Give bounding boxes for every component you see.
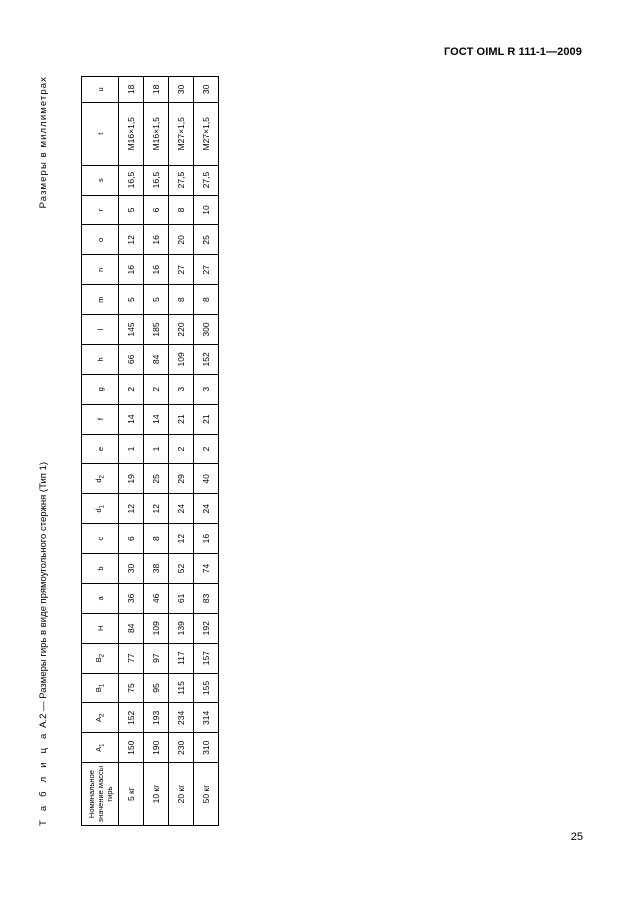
- value-cell: 16,5: [144, 165, 169, 195]
- table-row: [144, 77, 169, 826]
- value-cell: 2: [194, 434, 219, 464]
- value-cell: 97: [144, 643, 169, 673]
- value-cell: 150: [119, 733, 144, 763]
- value-cell: 3: [169, 374, 194, 404]
- header-symbol: A: [94, 717, 104, 723]
- mass-cell: 20 кг: [169, 763, 194, 826]
- header-subscript: 1: [99, 504, 106, 509]
- value-cell: 20: [169, 225, 194, 255]
- header-symbol: o: [95, 237, 105, 242]
- table-row: [119, 77, 144, 826]
- value-cell: 8: [194, 285, 219, 315]
- value-cell: 27: [169, 255, 194, 285]
- value-cell: 16,5: [119, 165, 144, 195]
- value-cell: 117: [169, 643, 194, 673]
- caption-number: A.2: [38, 713, 49, 728]
- header-col-21: [82, 77, 119, 103]
- value-cell: 25: [144, 464, 169, 494]
- header-symbol: m: [95, 296, 105, 303]
- header-col-18: [82, 195, 119, 225]
- header-col-20: [82, 102, 119, 165]
- value-cell: 12: [144, 494, 169, 524]
- header-col-0: [82, 733, 119, 763]
- value-cell: 18: [144, 77, 169, 103]
- header-symbol: H: [95, 625, 105, 631]
- header-symbol: B: [94, 657, 104, 663]
- header-symbol: d: [94, 478, 104, 483]
- header-col-16: [82, 255, 119, 285]
- value-cell: 230: [169, 733, 194, 763]
- value-cell: 152: [119, 703, 144, 733]
- value-cell: 155: [194, 673, 219, 703]
- value-cell: 16: [194, 524, 219, 554]
- value-cell: 66: [119, 344, 144, 374]
- header-symbol: r: [95, 208, 105, 212]
- value-cell: 310: [194, 733, 219, 763]
- value-cell: 36: [119, 583, 144, 613]
- header-col-10: [82, 434, 119, 464]
- header-symbol: e: [95, 446, 105, 452]
- header-subscript: 1: [99, 743, 106, 747]
- value-cell: 157: [194, 643, 219, 673]
- table-header-row: [82, 77, 119, 826]
- value-cell: 2: [144, 374, 169, 404]
- value-cell: 6: [119, 524, 144, 554]
- value-cell: 27,5: [194, 165, 219, 195]
- page-number: 25: [570, 831, 583, 843]
- value-cell: M16×1,5: [119, 102, 144, 165]
- header-col-1: [82, 703, 119, 733]
- value-cell: 192: [194, 613, 219, 643]
- header-col-14: [82, 315, 119, 345]
- header-symbol: l: [95, 328, 105, 331]
- table-row: [169, 77, 194, 826]
- value-cell: 109: [169, 344, 194, 374]
- value-cell: 16: [144, 225, 169, 255]
- value-cell: 1: [119, 434, 144, 464]
- header-col-17: [82, 225, 119, 255]
- value-cell: 220: [169, 315, 194, 345]
- header-symbol: h: [95, 357, 105, 362]
- value-cell: 21: [169, 404, 194, 434]
- value-cell: 27: [194, 255, 219, 285]
- header-col-7: [82, 524, 119, 554]
- caption-title: — Размеры гирь в виде прямоугольного стержня (Тип 1): [38, 462, 49, 711]
- value-cell: 234: [169, 703, 194, 733]
- value-cell: 8: [169, 285, 194, 315]
- header-col-11: [82, 404, 119, 434]
- value-cell: 84: [144, 344, 169, 374]
- dimensions-table: [81, 76, 219, 826]
- value-cell: 38: [144, 554, 169, 584]
- header-col-3: [82, 643, 119, 673]
- value-cell: 190: [144, 733, 169, 763]
- value-cell: 24: [169, 494, 194, 524]
- units-note: Размеры в миллиметрах: [38, 76, 49, 209]
- value-cell: 6: [144, 195, 169, 225]
- mass-cell: 5 кг: [119, 763, 144, 826]
- value-cell: 84: [119, 613, 144, 643]
- mass-cell: 50 кг: [194, 763, 219, 826]
- header-symbol: n: [95, 267, 105, 272]
- value-cell: 75: [119, 673, 144, 703]
- value-cell: 12: [169, 524, 194, 554]
- header-symbol: d: [94, 508, 104, 513]
- value-cell: 10: [194, 195, 219, 225]
- header-col-2: [82, 673, 119, 703]
- value-cell: 30: [194, 77, 219, 103]
- header-subscript: 2: [99, 653, 106, 658]
- header-symbol: g: [95, 387, 105, 392]
- header-symbol: f: [95, 418, 105, 421]
- table-caption: [38, 462, 49, 826]
- value-cell: M16×1,5: [144, 102, 169, 165]
- header-symbol: a: [95, 596, 105, 601]
- value-cell: 61: [169, 583, 194, 613]
- header-symbol: s: [95, 178, 105, 182]
- header-nominal-mass: Номинальное значение массы гирь: [82, 763, 119, 826]
- value-cell: 16: [119, 255, 144, 285]
- value-cell: M27×1,5: [169, 102, 194, 165]
- value-cell: 25: [194, 225, 219, 255]
- header-col-15: [82, 285, 119, 315]
- header-col-4: [82, 613, 119, 643]
- table-row: [194, 77, 219, 826]
- header-subscript: 2: [99, 713, 106, 718]
- value-cell: 30: [169, 77, 194, 103]
- value-cell: 14: [144, 404, 169, 434]
- header-col-8: [82, 494, 119, 524]
- header-subscript: 2: [99, 475, 106, 479]
- value-cell: 83: [194, 583, 219, 613]
- header-col-9: [82, 464, 119, 494]
- value-cell: 185: [144, 315, 169, 345]
- value-cell: M27×1,5: [194, 102, 219, 165]
- value-cell: 8: [169, 195, 194, 225]
- value-cell: 24: [194, 494, 219, 524]
- value-cell: 16: [144, 255, 169, 285]
- value-cell: 2: [169, 434, 194, 464]
- mass-cell: 10 кг: [144, 763, 169, 826]
- value-cell: 52: [169, 554, 194, 584]
- value-cell: 152: [194, 344, 219, 374]
- value-cell: 21: [194, 404, 219, 434]
- value-cell: 30: [119, 554, 144, 584]
- value-cell: 314: [194, 703, 219, 733]
- value-cell: 12: [119, 494, 144, 524]
- value-cell: 145: [119, 315, 144, 345]
- header-symbol: B: [94, 687, 104, 693]
- value-cell: 12: [119, 225, 144, 255]
- header-symbol: b: [95, 566, 105, 571]
- value-cell: 29: [169, 464, 194, 494]
- header-col-13: [82, 344, 119, 374]
- header-symbol: u: [95, 87, 105, 92]
- value-cell: 139: [169, 613, 194, 643]
- value-cell: 19: [119, 464, 144, 494]
- value-cell: 18: [119, 77, 144, 103]
- value-cell: 115: [169, 673, 194, 703]
- value-cell: 5: [119, 285, 144, 315]
- standard-code: ГОСТ OIML R 111-1—2009: [443, 46, 582, 58]
- header-symbol: c: [95, 536, 105, 541]
- header-col-6: [82, 554, 119, 584]
- header-col-12: [82, 374, 119, 404]
- header-subscript: 1: [99, 683, 106, 688]
- value-cell: 14: [119, 404, 144, 434]
- caption-prefix: Т а б л и ц а: [38, 730, 49, 826]
- value-cell: 46: [144, 583, 169, 613]
- rotated-table-block: [38, 76, 588, 826]
- value-cell: 1: [144, 434, 169, 464]
- value-cell: 5: [144, 285, 169, 315]
- header-col-19: [82, 165, 119, 195]
- value-cell: 40: [194, 464, 219, 494]
- value-cell: 2: [119, 374, 144, 404]
- value-cell: 27,5: [169, 165, 194, 195]
- header-symbol: t: [95, 132, 105, 135]
- value-cell: 109: [144, 613, 169, 643]
- value-cell: 193: [144, 703, 169, 733]
- header-symbol: A: [94, 746, 104, 752]
- value-cell: 8: [144, 524, 169, 554]
- value-cell: 95: [144, 673, 169, 703]
- value-cell: 77: [119, 643, 144, 673]
- value-cell: 3: [194, 374, 219, 404]
- header-col-5: [82, 583, 119, 613]
- value-cell: 74: [194, 554, 219, 584]
- value-cell: 5: [119, 195, 144, 225]
- value-cell: 300: [194, 315, 219, 345]
